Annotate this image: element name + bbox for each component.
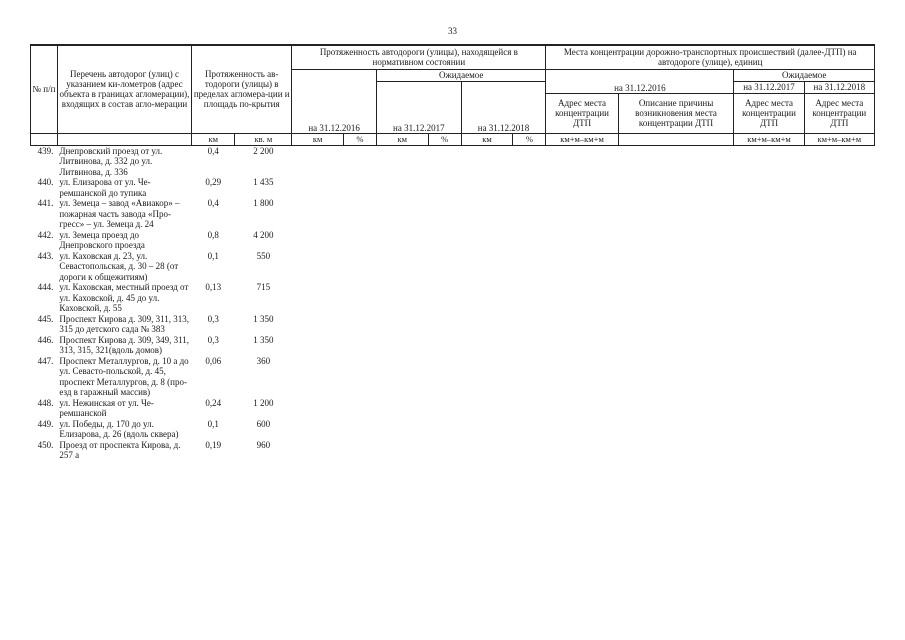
header-dtp-address-2017: Адрес места концентрации ДТП [734,93,804,133]
empty-cell [804,177,874,198]
empty-cell [734,440,804,461]
road-length-km: 0,29 [205,177,222,187]
unit-km-2018: км [461,133,513,145]
empty-cell [804,419,874,440]
road-length-km: 0,3 [207,334,219,345]
roads-table [30,44,875,461]
empty-cell [513,177,546,198]
empty-cell [343,314,376,335]
header-dtp-address-2018: Адрес места концентрации ДТП [804,93,874,133]
header-dtp-2016: на 31.12.2016 [546,69,734,93]
table-row [31,419,875,440]
table-row [31,230,875,251]
empty-cell [461,282,513,314]
empty-cell [513,251,546,283]
table-row [31,335,875,356]
empty-cell [461,251,513,283]
empty-cell [734,230,804,251]
road-length-km: 0,8 [207,229,219,240]
empty-cell [734,282,804,314]
unit-pct-2018: % [513,133,546,145]
road-name: ул. Земеца проезд до Днепровского проезда [59,229,145,250]
empty-cell [734,335,804,356]
table-row [31,282,875,314]
empty-cell [292,398,344,419]
empty-cell [804,314,874,335]
empty-cell [343,282,376,314]
empty-cell [546,177,618,198]
empty-cell [546,230,618,251]
empty-cell [618,230,734,251]
empty-cell [513,314,546,335]
row-number: 447. [37,355,54,366]
road-name: Проспект Металлургов, д. 10 а до ул. Севасто-польской, д. 45, проспект Металлургов, д. 8 (про-езд в гаражный массив) [59,355,189,397]
road-length-km: 0,13 [205,282,222,292]
unit-km: км [192,133,235,145]
empty-cell [804,335,874,356]
road-length-km: 0,1 [207,418,219,429]
road-length-km: 0,4 [207,145,219,156]
road-area-sqm: 1 800 [253,198,274,208]
empty-cell [343,440,376,461]
road-name: ул. Елизарова от ул. Че-ремшанской до тупика [59,177,151,198]
table-row [31,251,875,283]
road-area-sqm: 4 200 [253,229,274,240]
page-number: 33 [448,26,457,36]
empty-cell [461,398,513,419]
empty-cell [513,440,546,461]
road-name: ул. Земеца – завод «Авиакор» – пожарная часть завода «Про-гресс» – ул. Земеца д. 24 [59,198,180,229]
empty-cell [804,230,874,251]
header-dtp-2018: на 31.12.2018 [804,81,874,93]
table-body [31,145,875,461]
empty-cell [546,440,618,461]
empty-cell [461,335,513,356]
road-name: ул. Каховская д. 23, ул. Севастопольская, д. 30 – 28 (от дороги к общежитиям) [59,250,179,282]
empty-cell [292,335,344,356]
empty-cell [376,335,428,356]
empty-cell [618,335,734,356]
unit-address-2017: км+м–км+м [734,133,804,145]
empty-cell [292,198,344,230]
unit-empty-description [618,133,734,145]
road-area-sqm: 1 200 [253,397,274,408]
unit-address-2018: км+м–км+м [804,133,874,145]
road-name: Проспект Кирова д. 309, 349, 311, 313, 315, 321(вдоль домов) [59,334,189,355]
empty-cell [376,177,428,198]
row-number: 446. [37,334,54,345]
empty-cell [428,398,461,419]
road-area-sqm: 1 350 [253,334,274,345]
header-normative-2018: на 31.12.2018 [461,81,546,133]
empty-cell [376,230,428,251]
empty-cell [343,198,376,230]
unit-pct-2016: % [343,133,376,145]
row-number: 444. [37,282,54,292]
empty-cell [292,230,344,251]
empty-cell [461,314,513,335]
empty-cell [618,282,734,314]
empty-cell [618,177,734,198]
empty-cell [734,356,804,398]
road-name: ул. Победы, д. 170 до ул. Елизарова, д. 26 (вдоль сквера) [59,418,179,439]
road-length-km: 0,4 [207,198,219,208]
empty-cell [343,177,376,198]
row-number: 443. [37,250,54,261]
empty-cell [513,198,546,230]
row-number: 450. [37,439,54,450]
empty-cell [428,177,461,198]
empty-cell [804,440,874,461]
empty-cell [546,282,618,314]
road-name: Проспект Кирова д. 309, 311, 313, 315 до детского сада № 383 [59,313,189,334]
empty-cell [618,314,734,335]
empty-cell [546,356,618,398]
table-row [31,356,875,398]
road-name: ул. Нежинская от ул. Че-ремшанской [59,397,154,418]
header-dtp-expected: Ожидаемое [734,69,875,81]
empty-cell [343,251,376,283]
header-normative-2016: на 31.12.2016 [292,69,377,133]
table-row [31,198,875,230]
unit-km-2017: км [376,133,428,145]
road-length-km: 0,24 [205,397,222,408]
road-area-sqm: 600 [256,418,271,429]
row-number: 442. [37,229,54,240]
road-area-sqm: 2 200 [253,145,274,156]
empty-cell [292,440,344,461]
empty-cell [376,282,428,314]
empty-cell [618,251,734,283]
unit-pct-2017: % [428,133,461,145]
table-row [31,177,875,198]
empty-cell [292,251,344,283]
header-dtp-description: Описание причины возникновения места концентрации ДТП [618,93,734,133]
road-area-sqm: 715 [256,282,271,292]
road-name: Проезд от проспекта Кирова, д. 257 а [59,439,181,460]
table-row [31,145,875,177]
road-area-sqm: 1 435 [253,177,274,187]
empty-cell [376,398,428,419]
header-normative-expected: Ожидаемое [376,69,545,81]
table-row [31,440,875,461]
empty-cell [513,419,546,440]
road-area-sqm: 360 [256,355,271,366]
empty-cell [546,198,618,230]
road-area-sqm: 1 350 [253,313,274,324]
empty-cell [513,335,546,356]
header-num: № п/п [31,45,58,133]
empty-cell [513,230,546,251]
empty-cell [546,145,618,177]
empty-cell [734,398,804,419]
empty-cell [461,356,513,398]
empty-cell [618,198,734,230]
empty-cell [546,398,618,419]
road-length-km: 0,3 [207,313,219,324]
row-number: 448. [37,397,54,408]
empty-cell [804,356,874,398]
road-length-km: 0,06 [205,355,222,366]
road-length-km: 0,19 [205,439,222,450]
row-number: 439. [37,145,54,156]
empty-cell [734,145,804,177]
row-number: 441. [37,198,54,208]
row-number: 449. [37,418,54,429]
table-row [31,398,875,419]
empty-cell [376,440,428,461]
empty-cell [292,145,344,177]
unit-km-2016: км [292,133,344,145]
empty-cell [428,335,461,356]
empty-cell [618,440,734,461]
empty-cell [734,177,804,198]
empty-cell [461,177,513,198]
empty-cell [513,398,546,419]
empty-cell [461,198,513,230]
empty-cell [343,356,376,398]
empty-cell [513,145,546,177]
empty-cell [546,419,618,440]
empty-cell [376,251,428,283]
empty-cell [292,419,344,440]
empty-cell [292,314,344,335]
row-number: 445. [37,313,54,324]
empty-cell [461,145,513,177]
empty-cell [292,282,344,314]
empty-cell [376,314,428,335]
header-dtp-2017: на 31.12.2017 [734,81,804,93]
table-row [31,314,875,335]
empty-cell [618,145,734,177]
empty-cell [461,419,513,440]
empty-cell [376,356,428,398]
unit-empty-name [57,133,191,145]
empty-cell [343,230,376,251]
unit-sqm: кв. м [235,133,292,145]
empty-cell [428,230,461,251]
empty-cell [343,398,376,419]
empty-cell [804,251,874,283]
row-number: 440. [37,177,54,187]
empty-cell [343,419,376,440]
unit-address-2016: км+м–км+м [546,133,618,145]
empty-cell [428,419,461,440]
empty-cell [734,314,804,335]
road-length-km: 0,1 [207,250,219,261]
road-area-sqm: 550 [256,250,271,261]
empty-cell [618,356,734,398]
empty-cell [428,356,461,398]
empty-cell [804,282,874,314]
empty-cell [376,419,428,440]
empty-cell [513,282,546,314]
empty-cell [804,198,874,230]
empty-cell [804,398,874,419]
road-name: Днепровский проезд от ул. Литвинова, д. 332 до ул. Литвинова, д. 336 [59,145,163,177]
empty-cell [546,335,618,356]
empty-cell [546,314,618,335]
empty-cell [546,251,618,283]
empty-cell [376,145,428,177]
empty-cell [734,198,804,230]
empty-cell [292,356,344,398]
empty-cell [618,398,734,419]
header-length-area: Протяженность ав-тодороги (улицы) в пределах агломера-ции и площадь по-крытия [192,45,292,133]
road-name: ул. Каховская, местный проезд от ул. Каховской, д. 45 до ул. Каховской, д. 55 [59,282,189,313]
empty-cell [376,198,428,230]
empty-cell [804,145,874,177]
empty-cell [618,419,734,440]
header-road-list: Перечень автодорог (улиц) с указанием ки-лометров (адрес объекта в границах агломерации), входящих в состав агло-мерации [57,45,191,133]
empty-cell [428,198,461,230]
header-dtp-address-2016: Адрес места концентрации ДТП [546,93,618,133]
road-area-sqm: 960 [256,439,271,450]
empty-cell [461,440,513,461]
empty-cell [461,230,513,251]
empty-cell [292,177,344,198]
empty-cell [734,419,804,440]
empty-cell [343,145,376,177]
empty-cell [428,314,461,335]
empty-cell [428,251,461,283]
empty-cell [428,145,461,177]
empty-cell [428,440,461,461]
empty-cell [343,335,376,356]
unit-empty-num [31,133,58,145]
empty-cell [734,251,804,283]
empty-cell [513,356,546,398]
empty-cell [428,282,461,314]
header-dtp-places: Места концентрации дорожно-транспортных происшествий (далее-ДТП) на автодороге (улице), единиц [546,45,875,69]
header-normative-2017: на 31.12.2017 [376,81,461,133]
header-normative-length: Протяженность автодороги (улицы), находящейся в нормативном состоянии [292,45,546,69]
